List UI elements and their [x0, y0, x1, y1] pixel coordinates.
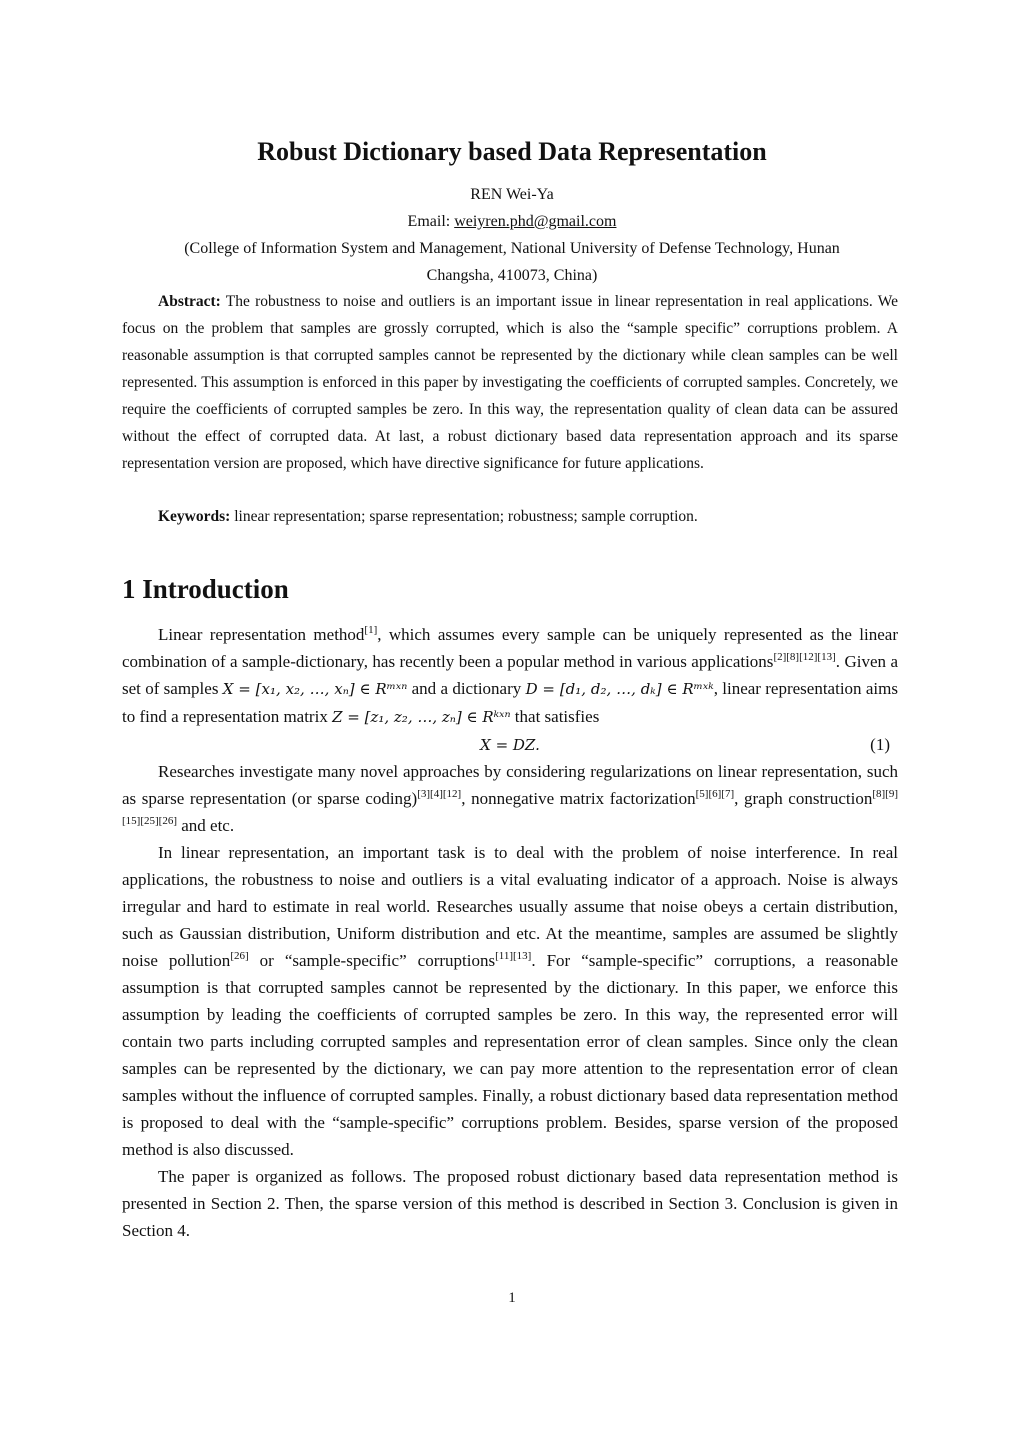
email-label: Email:: [407, 213, 455, 230]
abstract: [122, 288, 898, 477]
keywords: [122, 503, 898, 530]
math-representation-matrix: Z = [z₁, z₂, …, zₙ] ∈ Rᵏˣⁿ: [332, 708, 511, 726]
equation-1: [122, 731, 898, 758]
text-run: Linear representation method: [158, 625, 365, 644]
affiliation-line-1: (College of Information System and Management, National University of Defense Technology, Hunan: [184, 240, 840, 257]
keywords-text: linear representation; sparse representation; robustness; sample corruption.: [234, 508, 698, 525]
equation-text: X = DZ.: [480, 736, 540, 754]
keywords-label: Keywords:: [158, 508, 231, 525]
text-run: , which assumes every sample can be uniquely represented as the linear combination of a sample-dictionary, has recently been a popular method in various applications: [122, 625, 898, 671]
email-line: [0, 208, 1024, 235]
text-run: or “sample-specific” corruptions: [248, 951, 496, 970]
citation: [26]: [230, 950, 249, 962]
citation: [2][8][12][13]: [773, 651, 836, 663]
citation: [3][4][12]: [417, 788, 462, 800]
paper-title: Robust Dictionary based Data Representation: [257, 137, 767, 166]
intro-paragraph-4: The paper is organized as follows. The proposed robust dictionary based data representation method is presented in Section 2. Then, the sparse version of this method is described in Section 3. Conclusion is given in Section 4.: [122, 1167, 898, 1240]
email-link[interactable]: weiyren.phd@gmail.com: [454, 213, 617, 230]
section-heading-introduction: 1 Introduction: [122, 574, 289, 604]
text-run: that satisfies: [510, 707, 600, 726]
page-number: 1: [508, 1290, 516, 1306]
text-run: . For “sample-specific” corruptions, a reasonable assumption is that corrupted samples cannot be represented by the dictionary. In this paper, we enforce this assumption by leading the coefficients of corrupted samples be zero. In this way, the represented error will contain two parts including corrupted samples and representation error of clean samples. Since only the clean samples can be represented by the dictionary, we can pay more attention to the representation error of clean samples without the influence of corrupted samples. Finally, a robust dictionary based data representation method is proposed to deal with the “sample-specific” corruptions problem. Besides, sparse version of the proposed method is also discussed.: [122, 951, 898, 1159]
citation: [1]: [364, 624, 378, 636]
math-dictionary-matrix: D = [d₁, d₂, …, dₖ] ∈ Rᵐˣᵏ: [525, 680, 714, 698]
text-run: , nonnegative matrix factorization: [461, 789, 696, 808]
text-run: , graph construction: [734, 789, 873, 808]
affiliation-line-2: Changsha, 410073, China): [426, 267, 598, 284]
text-run: In linear representation, an important task is to deal with the problem of noise interference. In real applications, the robustness to noise and outliers is a vital evaluating indicator of a approach. Noise is always irregular and hard to estimate in real world. Researches usually assume that noise obeys a certain distribution, such as Gaussian distribution, Uniform distribution and etc. At the meantime, samples are assumed be slightly noise pollution: [122, 843, 898, 970]
equation-number: (1): [870, 735, 890, 754]
text-run: , linear representation aims to find a representation matrix: [122, 679, 898, 726]
introduction-body: [122, 621, 898, 1244]
intro-paragraph-1: [122, 621, 898, 731]
text-run: and a dictionary: [407, 679, 526, 698]
author-name: REN Wei-Ya: [470, 186, 554, 203]
citation: [5][6][7]: [695, 788, 735, 800]
citation: [8][9][15][25][26]: [122, 788, 898, 827]
citation: [11][13]: [495, 950, 532, 962]
math-samples-matrix: X = [x₁, x₂, …, xₙ] ∈ Rᵐˣⁿ: [222, 680, 408, 698]
text-run: . Given a set of samples: [122, 652, 899, 698]
text-run: Researches investigate many novel approaches by considering regularizations on linear representation, such as sparse representation (or sparse coding): [122, 762, 898, 808]
intro-paragraph-3: [122, 839, 898, 1163]
intro-paragraph-2: [122, 758, 898, 839]
abstract-label: Abstract:: [158, 293, 221, 310]
text-run: and etc.: [176, 816, 235, 835]
abstract-text: The robustness to noise and outliers is an important issue in linear representation in real applications. We focus on the problem that samples are grossly corrupted, which is also the “sample specific” corruptions problem. A reasonable assumption is that corrupted samples cannot be represented by the dictionary while clean samples can be well represented. This assumption is enforced in this paper by investigating the coefficients of corrupted samples. Concretely, we require the coefficients of corrupted samples be zero. In this way, the representation quality of clean data can be assured without the effect of corrupted data. At last, a robust dictionary based data representation approach and its sparse representation version are proposed, which have directive significance for future applications.: [122, 293, 898, 472]
